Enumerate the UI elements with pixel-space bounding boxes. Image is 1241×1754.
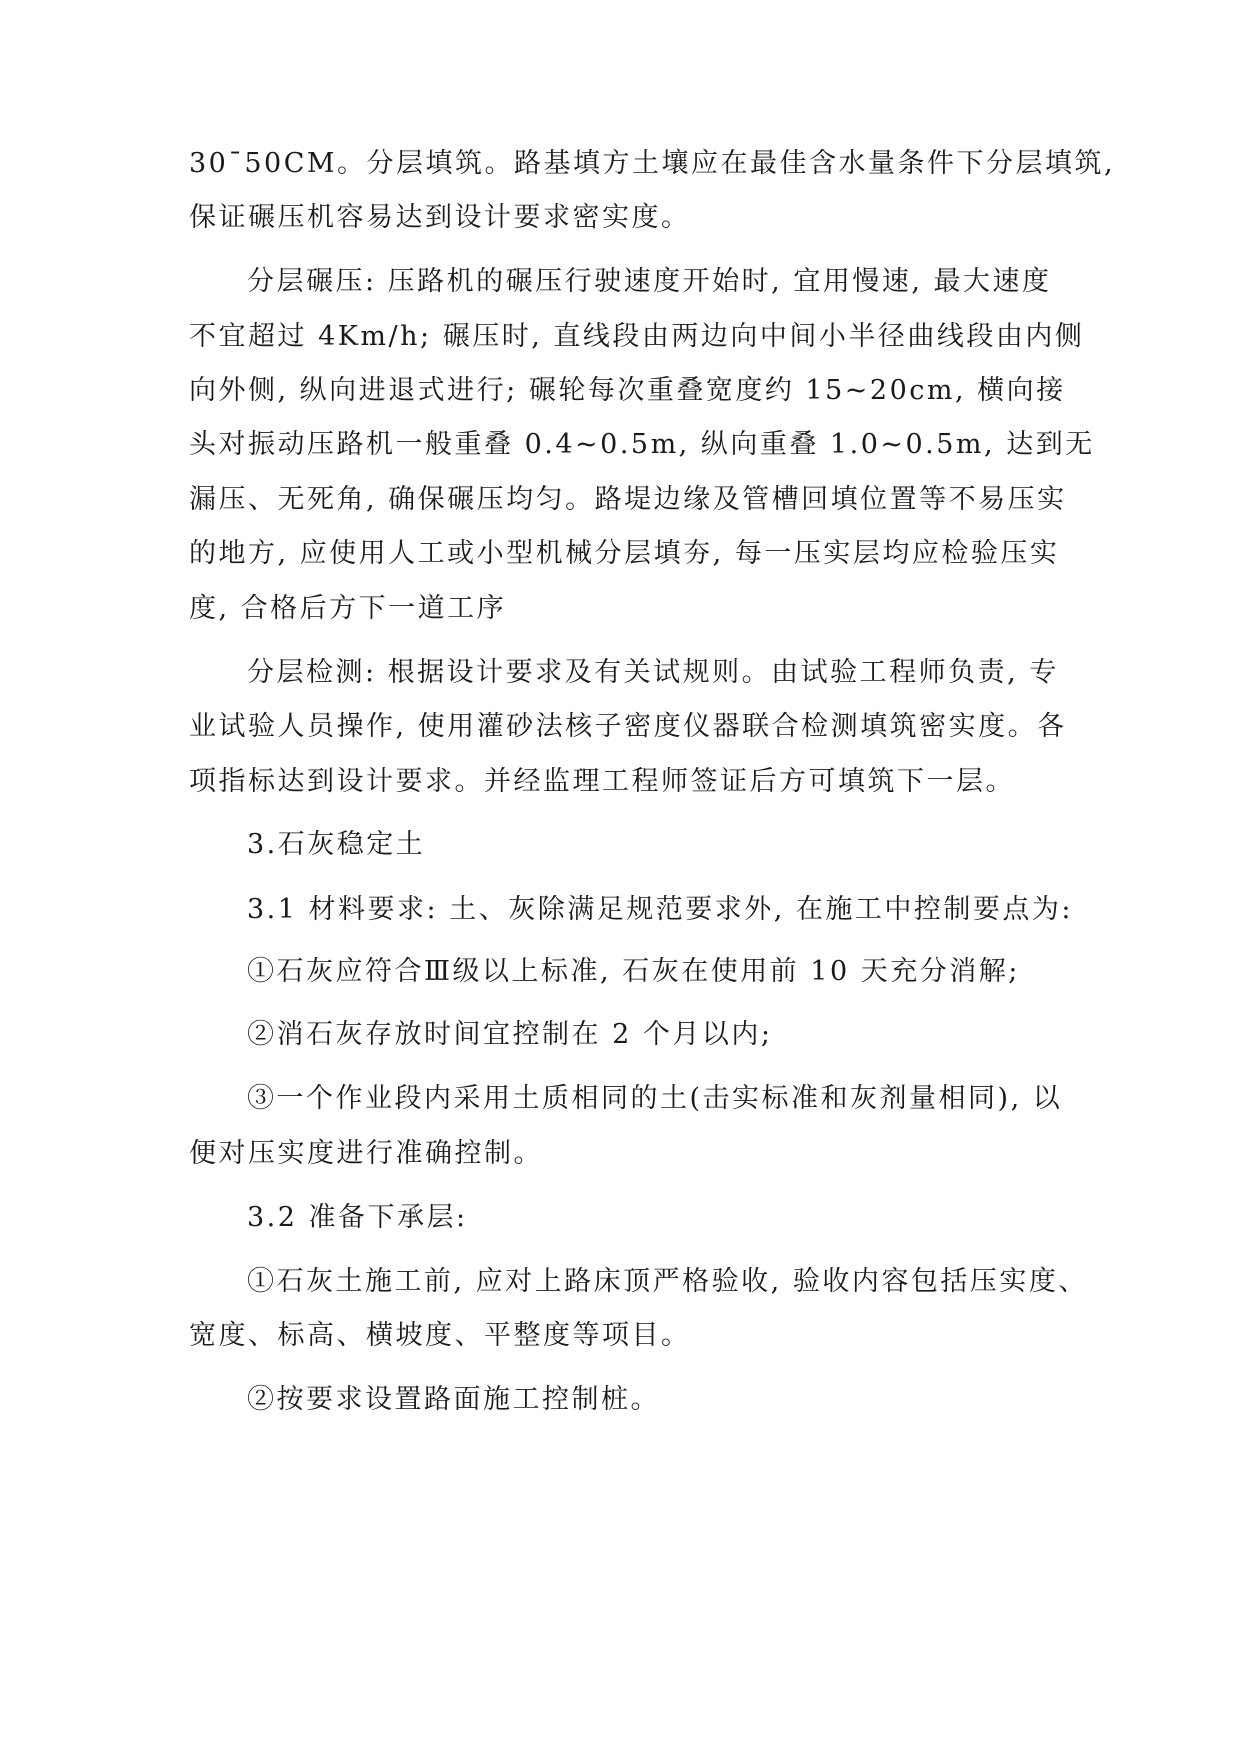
text-line-4: 不宜超过 4Km/h; 碾压时, 直线段由两边向中间小半径曲线段由内侧: [189, 321, 1085, 352]
text-line-16: ②消石灰存放时间宜控制在 2 个月以内;: [247, 1019, 773, 1050]
text-line-15: ①石灰应符合Ⅲ级以上标准, 石灰在使用前 10 天充分消解;: [247, 956, 1020, 987]
section-heading-3: 3.石灰稳定土: [247, 829, 426, 860]
text-line-20: ①石灰土施工前, 应对上路床顶严格验收, 验收内容包括压实度、: [247, 1266, 1088, 1297]
text-line-3: 分层碾压: 压路机的碾压行驶速度开始时, 宜用慢速, 最大速度: [247, 266, 1052, 297]
text-line-6: 头对振动压路机一般重叠 0.4~0.5m, 纵向重叠 1.0~0.5m, 达到无: [189, 429, 1095, 460]
text-line-2: 保证碾压机容易达到设计要求密实度。: [189, 202, 691, 233]
text-line-18: 便对压实度进行准确控制。: [189, 1138, 543, 1169]
text-line-1: 30¯50CM。分层填筑。路基填方土壤应在最佳含水量条件下分层填筑,: [189, 148, 1116, 179]
text-line-17: ③一个作业段内采用土质相同的土(击实标准和灰剂量相同), 以: [247, 1083, 1063, 1114]
text-line-5: 向外侧, 纵向进退式进行; 碾轮每次重叠宽度约 15~20cm, 横向接: [189, 375, 1066, 406]
text-line-12: 项指标达到设计要求。并经监理工程师签证后方可填筑下一层。: [189, 766, 1015, 797]
text-line-8: 的地方, 应使用人工或小型机械分层填夯, 每一压实层均应检验压实: [189, 538, 1060, 569]
text-line-14: 3.1 材料要求: 土、灰除满足规范要求外, 在施工中控制要点为:: [247, 894, 1073, 925]
text-line-11: 业试验人员操作, 使用灌砂法核子密度仪器联合检测填筑密实度。各: [189, 711, 1067, 742]
text-line-7: 漏压、无死角, 确保碾压均匀。路堤边缘及管槽回填位置等不易压实: [189, 484, 1067, 515]
text-line-22: ②按要求设置路面施工控制桩。: [247, 1384, 660, 1415]
section-heading-3-2: 3.2 准备下承层:: [247, 1202, 468, 1233]
text-line-9: 度, 合格后方下一道工序: [189, 593, 507, 624]
text-line-21: 宽度、标高、横坡度、平整度等项目。: [189, 1320, 691, 1351]
text-line-10: 分层检测: 根据设计要求及有关试规则。由试验工程师负责, 专: [247, 657, 1059, 688]
